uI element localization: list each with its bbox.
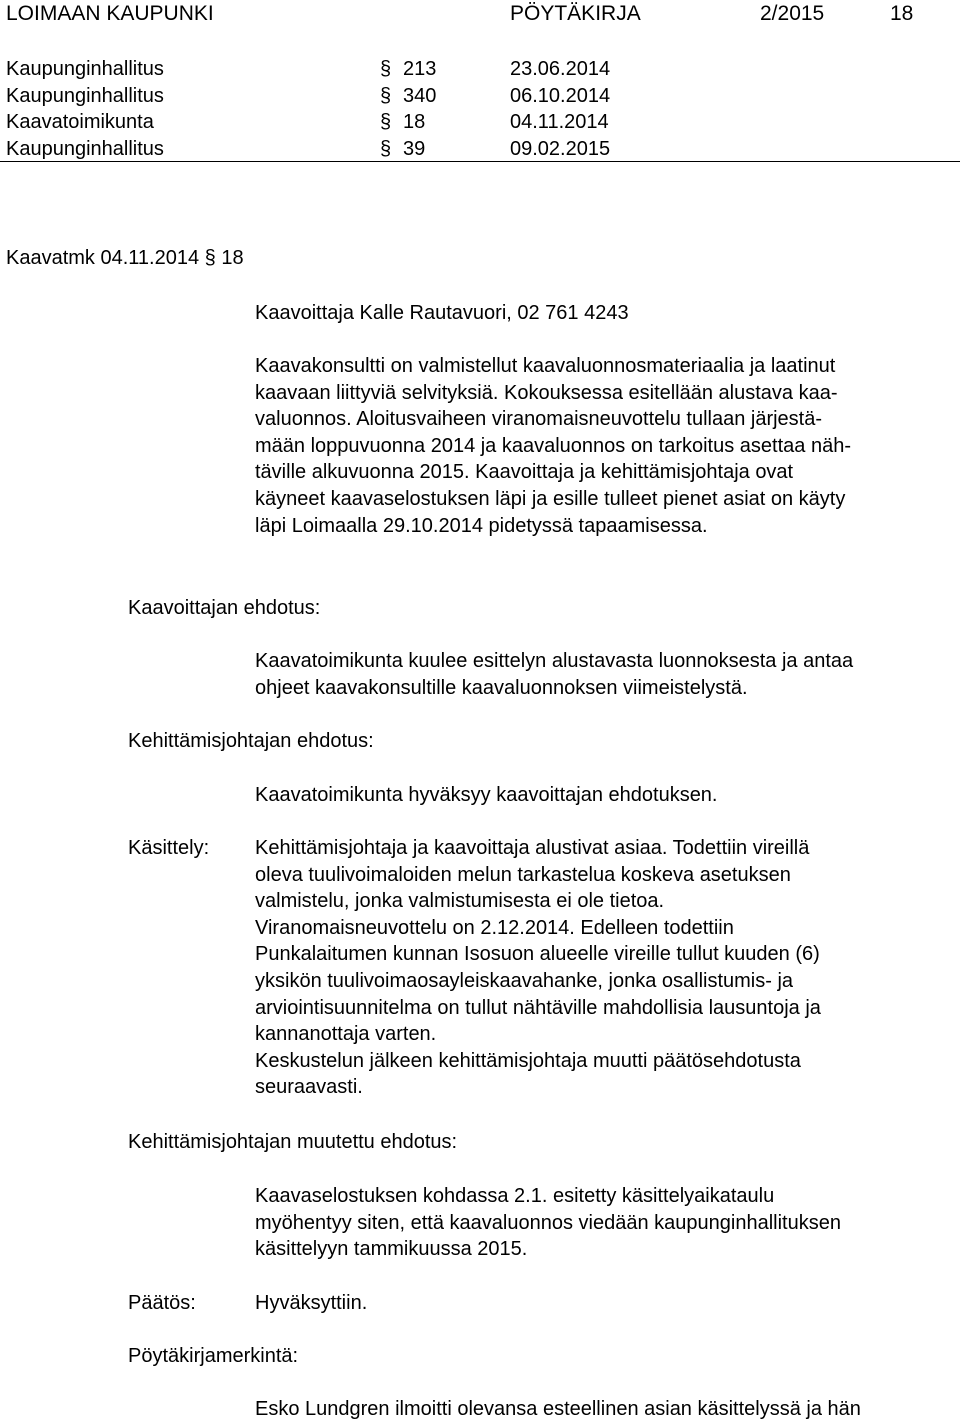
item-reference: Kaavatmk 04.11.2014 § 18 (6, 247, 244, 269)
paragraph-line: käyneet kaavaselostuksen läpi ja esille tulleet pienet asiat on käyty (255, 487, 846, 510)
section-sign: § (380, 58, 392, 80)
section-sign: § (380, 85, 392, 107)
reference-date: 23.06.2014 (510, 58, 611, 80)
paragraph-line: valmistelu, jonka valmistumisesta ei ole tietoa. (255, 890, 665, 913)
reference-org: Kaupunginhallitus (6, 58, 164, 80)
paragraph-line: täville alkuvuonna 2015. Kaavoittaja ja kehittämisjohtaja ovat (255, 461, 794, 484)
reference-row (0, 56, 960, 83)
paragraph-line: Punkalaitumen kunnan Isosuon alueelle vireille tullut kuuden (6) (255, 943, 820, 966)
paragraph-line: läpi Loimaalla 29.10.2014 pidetyssä tapaamisessa. (255, 514, 708, 537)
paragraph-line: ohjeet kaavakonsultille kaavaluonnoksen viimeistelystä. (255, 676, 748, 699)
paragraph-line: Viranomaisneuvottelu on 2.12.2014. Edelleen todettiin (255, 916, 734, 939)
paragraph-line: arviointisuunnitelma on tullut nähtäville mahdollisia lausuntoja ja (255, 996, 821, 1019)
section-sign: § (380, 111, 392, 133)
decision-label: Päätös: (128, 1292, 196, 1314)
header-divider (0, 161, 960, 162)
paragraph-line: Kaavakonsultti on valmistellut kaavaluonnosmateriaalia ja laatinut (255, 355, 836, 377)
reference-date: 09.02.2015 (510, 138, 611, 160)
paragraph-line: Kaavatoimikunta hyväksyy kaavoittajan ehdotuksen. (255, 784, 718, 806)
paragraph-line: Kaavatoimikunta kuulee esittelyn alustavasta luonnoksesta ja antaa (255, 650, 854, 672)
amended-proposal-text (255, 1183, 955, 1263)
planner-contact: Kaavoittaja Kalle Rautavuori, 02 761 4243 (255, 302, 629, 324)
reference-org: Kaavatoimikunta (6, 111, 154, 133)
paragraph-line: käsittelyyn tammikuussa 2015. (255, 1238, 528, 1261)
paragraph-line: valuonnos. Aloitusvaiheen viranomaisneuvottelu tullaan järjestä- (255, 408, 823, 431)
reference-number: 39 (403, 138, 426, 160)
reference-row (0, 109, 960, 136)
paragraph-line: Keskustelun jälkeen kehittämisjohtaja muutti päätösehdotusta (255, 1049, 801, 1072)
paragraph-line: yksikön tuulivoimaosayleiskaavahanke, jonka osallistumis- ja (255, 969, 794, 992)
reference-org: Kaupunginhallitus (6, 138, 164, 160)
paragraph-line: Kaavaselostuksen kohdassa 2.1. esitetty käsittelyaikataulu (255, 1185, 775, 1207)
minutes-note-text (255, 1396, 955, 1423)
reference-row (0, 136, 960, 163)
planner-proposal-label: Kaavoittajan ehdotus: (128, 597, 321, 619)
decision-text: Hyväksyttiin. (255, 1292, 368, 1314)
minutes-note-label: Pöytäkirjamerkintä: (128, 1345, 299, 1367)
planner-proposal-text (255, 648, 955, 701)
reference-date: 04.11.2014 (510, 111, 609, 133)
paragraph-line: myöhentyy siten, että kaavaluonnos viedään kaupunginhallituksen (255, 1211, 841, 1234)
paragraph-line: Esko Lundgren ilmoitti olevansa esteellinen asian käsittelyssä ja hän (255, 1398, 861, 1420)
reference-date: 06.10.2014 (510, 85, 611, 107)
paragraph-line: Kehittämisjohtaja ja kaavoittaja alustivat asiaa. Todettiin vireillä (255, 837, 810, 859)
document-type: PÖYTÄKIRJA (510, 2, 641, 25)
paragraph-line: oleva tuulivoimaloiden melun tarkastelua koskeva asetuksen (255, 863, 791, 886)
reference-number: 340 (403, 85, 437, 107)
reference-row (0, 83, 960, 110)
page-number: 18 (890, 2, 914, 25)
reference-org: Kaupunginhallitus (6, 85, 164, 107)
municipality-name: LOIMAAN KAUPUNKI (6, 2, 214, 25)
handling-label: Käsittely: (128, 837, 210, 859)
amended-proposal-label: Kehittämisjohtajan muutettu ehdotus: (128, 1131, 458, 1153)
section-sign: § (380, 138, 392, 160)
handling-text (255, 835, 955, 1101)
paragraph-line: kannanottaja varten. (255, 1023, 437, 1046)
intro-paragraph (255, 353, 955, 539)
paragraph-line: kaavaan liittyviä selvityksiä. Kokouksessa esitellään alustava kaa- (255, 381, 838, 404)
paragraph-line: mään loppuvuonna 2014 ja kaavaluonnos on tarkoitus asettaa näh- (255, 434, 851, 457)
director-proposal-text (255, 782, 955, 809)
director-proposal-label: Kehittämisjohtajan ehdotus: (128, 730, 374, 752)
document-number: 2/2015 (760, 2, 825, 25)
reference-number: 18 (403, 111, 426, 133)
reference-number: 213 (403, 58, 437, 80)
paragraph-line: seuraavasti. (255, 1076, 363, 1099)
